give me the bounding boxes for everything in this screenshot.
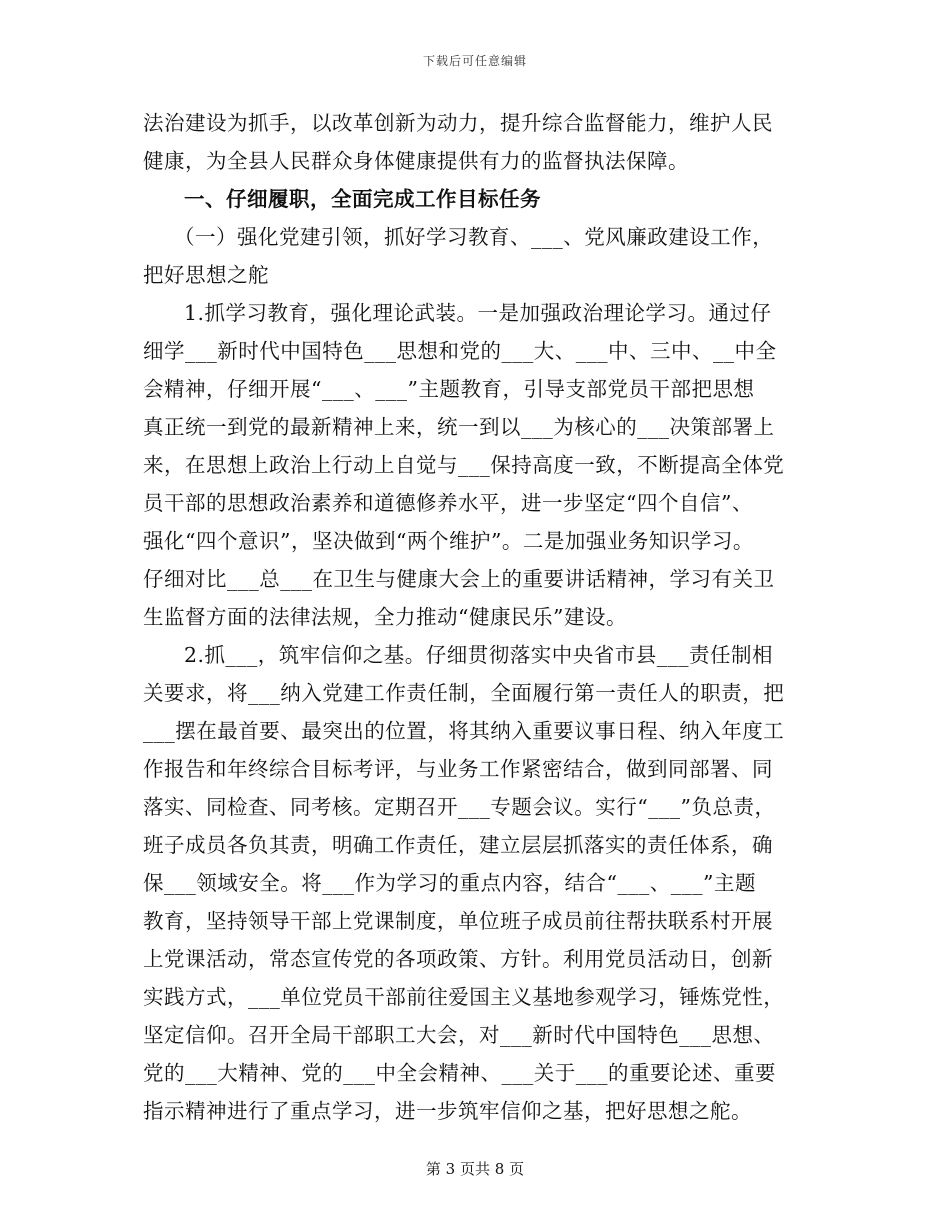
paragraph-line: 关要求，将___纳入党建工作责任制，全面履行第一责任人的职责，把 xyxy=(143,681,785,705)
paragraph-line: 实践方式，___单位党员干部前往爱国主义基地参观学习，锤炼党性， xyxy=(143,985,785,1009)
paragraph-line: 会精神，仔细开展“___、___”主题教育，引导支部党员干部把思想 xyxy=(143,377,755,401)
paragraph-line: 细学___新时代中国特色___思想和党的___大、___中、三中、__中全 xyxy=(143,339,777,363)
header-note: 下载后可任意编辑 xyxy=(422,54,527,68)
paragraph-line: 法治建设为抓手，以改革创新为动力，提升综合监督能力，维护人民 xyxy=(143,111,773,135)
subsection-heading: （一）强化党建引领，抓好学习教育、___、党风廉政建设工作， xyxy=(174,225,774,249)
paragraph-line: 员干部的思想政治素养和道德修养水平，进一步坚定“四个自信”、 xyxy=(143,491,753,515)
paragraph-line: 作报告和年终综合目标考评，与业务工作紧密结合，做到同部署、同 xyxy=(143,757,773,781)
paragraph-line: 落实、同检查、同考核。定期召开___专题会议。实行“___”负总责， xyxy=(143,795,776,819)
paragraph-line: 1.抓学习教育，强化理论武装。一是加强政治理论学习。通过仔 xyxy=(184,301,772,325)
paragraph-line: 党的___大精神、党的___中全会精神、___关于___的重要论述、重要 xyxy=(143,1061,776,1085)
paragraph-line: 来，在思想上政治上行动上自觉与___保持高度一致，不断提高全体党 xyxy=(143,453,785,477)
paragraph-line: 指示精神进行了重点学习，进一步筑牢信仰之基，把好思想之舵。 xyxy=(143,1099,752,1123)
paragraph-line: ___摆在最首要、最突出的位置，将其纳入重要议事日程、纳入年度工 xyxy=(143,719,785,743)
paragraph-line: 生监督方面的法律法规，全力推动“健康民乐”建设。 xyxy=(143,605,627,629)
subsection-heading-cont: 把好思想之舵 xyxy=(143,263,269,287)
body-text xyxy=(143,104,807,1130)
paragraph-line: 班子成员各负其责，明确工作责任，建立层层抓落实的责任体系，确 xyxy=(143,833,773,857)
paragraph-line: 保___领域安全。将___作为学习的重点内容，结合“___、___”主题 xyxy=(143,871,756,895)
paragraph-line: 坚定信仰。召开全局干部职工大会，对___新时代中国特色___思想、 xyxy=(143,1023,775,1047)
section-heading: 一、仔细履职，全面完成工作目标任务 xyxy=(184,187,541,211)
paragraph-line: 上党课活动，常态宣传党的各项政策、方针。利用党员活动日，创新 xyxy=(143,947,773,971)
page-number: 第 3 页共 8 页 xyxy=(425,1160,525,1178)
paragraph-line: 教育，坚持领导干部上党课制度，单位班子成员前往帮扶联系村开展 xyxy=(143,909,773,933)
paragraph-line: 健康，为全县人民群众身体健康提供有力的监督执法保障。 xyxy=(143,149,689,173)
paragraph-line: 仔细对比___总___在卫生与健康大会上的重要讲话精神，学习有关卫 xyxy=(143,567,775,591)
paragraph-line: 真正统一到党的最新精神上来，统一到以___为核心的___决策部署上 xyxy=(143,415,775,439)
paragraph-line: 强化“四个意识”，坚决做到“两个维护”。二是加强业务知识学习。 xyxy=(143,529,754,553)
paragraph-line: 2.抓___，筑牢信仰之基。仔细贯彻落实中央省市县___责任制相 xyxy=(184,643,774,667)
